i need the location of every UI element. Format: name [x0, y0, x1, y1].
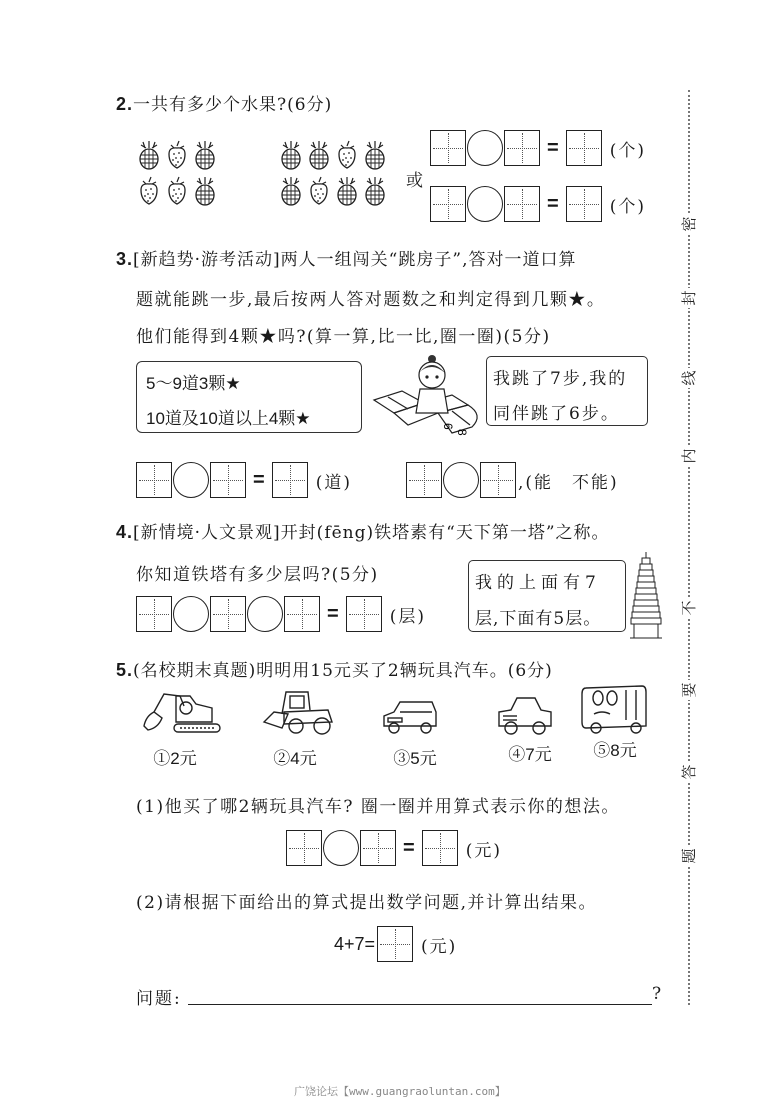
answer-box[interactable]	[286, 830, 322, 866]
question-number: 2.	[116, 94, 134, 114]
unit-label: (道)	[315, 472, 352, 493]
unit-label: (个)	[609, 140, 646, 161]
question-text: (名校期末真题)明明用15元买了2辆玩具汽车。(6分)	[133, 661, 553, 681]
pineapple-icon	[336, 176, 358, 206]
question-text: [新情境·人文景观]开封(fēng)铁塔素有“天下第一塔”之称。	[133, 523, 610, 543]
answer-box[interactable]	[377, 926, 413, 962]
pineapple-icon	[280, 140, 302, 170]
answer-box[interactable]	[136, 462, 172, 498]
operator-circle[interactable]	[173, 462, 209, 498]
comparison-row	[406, 462, 619, 498]
answer-box[interactable]	[422, 830, 458, 866]
answer-box[interactable]	[566, 186, 602, 222]
rule-line: 10道及10道以上4颗★	[146, 409, 311, 428]
question-mark: ?	[652, 984, 662, 1004]
seal-char: 封	[679, 288, 699, 308]
operator-circle[interactable]	[247, 596, 283, 632]
question-answer-line[interactable]	[188, 1004, 652, 1005]
seal-char: 密	[679, 214, 699, 234]
answer-box[interactable]	[360, 830, 396, 866]
seal-char: 要	[679, 680, 699, 700]
fruit-group-1	[138, 140, 222, 212]
question-4-line-2: 你知道铁塔有多少层吗?(5分)	[136, 565, 379, 585]
equation-floors	[136, 596, 426, 632]
pineapple-icon	[194, 140, 216, 170]
answer-box[interactable]	[272, 462, 308, 498]
speech-line: 层,下面有5层。	[475, 609, 602, 629]
pineapple-icon	[194, 176, 216, 206]
question-5-part-1: (1)他买了哪2辆玩具汽车? 圈一圈并用算式表示你的想法。	[136, 797, 620, 817]
equals-sign: =	[253, 468, 265, 491]
vehicle-car[interactable]	[380, 696, 470, 769]
bulldozer-icon	[260, 688, 340, 736]
question-number: 5.	[116, 660, 134, 680]
tower-speech-bubble	[468, 560, 626, 632]
strawberry-icon	[336, 140, 358, 170]
answer-box[interactable]	[430, 186, 466, 222]
answer-box[interactable]	[210, 596, 246, 632]
seal-char: 不	[679, 598, 699, 618]
speech-line: 我跳了7步,我的	[493, 369, 628, 389]
rules-box	[136, 361, 362, 433]
equals-sign: =	[403, 836, 415, 859]
strawberry-icon	[166, 176, 188, 206]
question-number: 3.	[116, 249, 134, 269]
bus-icon	[580, 682, 650, 736]
question-3-line-3: 他们能得到4颗★吗?(算一算,比一比,圈一圈)(5分)	[136, 327, 551, 347]
equation-sum-questions	[136, 462, 352, 498]
seal-char: 线	[679, 368, 699, 388]
vehicle-price: ②4元	[273, 749, 317, 768]
compare-circle[interactable]	[443, 462, 479, 498]
fruit-row	[138, 140, 222, 176]
question-4-line-1	[116, 518, 610, 543]
vehicle-list	[140, 688, 660, 772]
expression-text: 4+7=	[334, 933, 376, 954]
equals-sign: =	[327, 602, 339, 625]
rule-line: 5～9道3颗★	[146, 374, 241, 393]
equation-row-2	[430, 186, 646, 222]
footer-watermark: 广饶论坛【www.guangraoluntan.com】	[294, 1085, 506, 1098]
iron-pagoda-illustration	[628, 552, 664, 646]
vehicle-price: ①2元	[153, 749, 197, 768]
or-label: 或	[406, 171, 423, 191]
operator-circle[interactable]	[467, 186, 503, 222]
hopscotch-girl-illustration	[372, 355, 482, 449]
vehicle-jeep[interactable]	[495, 692, 585, 765]
equation-toy-cars	[286, 830, 502, 866]
answer-box[interactable]	[504, 130, 540, 166]
question-3-line-2: 题就能跳一步,最后按两人答对题数之和判定得到几颗★。	[136, 290, 606, 310]
answer-box[interactable]	[430, 130, 466, 166]
vehicle-bus[interactable]	[580, 682, 660, 761]
equation-4-plus-7	[334, 926, 457, 962]
strawberry-icon	[138, 176, 160, 206]
jeep-icon	[495, 692, 555, 736]
excavator-icon	[140, 688, 230, 736]
fruit-row	[280, 140, 392, 176]
operator-circle[interactable]	[467, 130, 503, 166]
pineapple-icon	[308, 140, 330, 170]
question-5-title	[116, 656, 553, 681]
vehicle-bulldozer[interactable]	[260, 688, 350, 769]
question-text: [新趋势·游考活动]两人一组闯关“跳房子”,答对一道口算	[133, 250, 577, 270]
question-label: 问题:	[136, 989, 182, 1009]
can-or-cannot-choice[interactable]: ,(能 不能)	[518, 472, 619, 493]
unit-label: (元)	[421, 936, 458, 957]
strawberry-icon	[166, 140, 188, 170]
unit-label: (层)	[389, 606, 426, 627]
question-3-line-1	[116, 245, 576, 270]
speech-line: 同伴跳了6步。	[493, 404, 620, 424]
answer-box[interactable]	[284, 596, 320, 632]
seal-char: 题	[679, 846, 699, 866]
seal-char: 内	[679, 446, 699, 466]
fruit-row	[280, 176, 392, 212]
pineapple-icon	[138, 140, 160, 170]
vehicle-price: ④7元	[508, 745, 552, 764]
pineapple-icon	[364, 176, 386, 206]
vehicle-price: ⑤8元	[593, 741, 637, 760]
fruit-group-2	[280, 140, 392, 212]
vehicle-price: ③5元	[393, 749, 437, 768]
question-2-title	[116, 90, 332, 115]
strawberry-icon	[308, 176, 330, 206]
answer-box[interactable]	[504, 186, 540, 222]
speech-bubble	[486, 356, 648, 426]
speech-line: 我的上面有7	[475, 573, 601, 593]
answer-box[interactable]	[210, 462, 246, 498]
answer-box[interactable]	[480, 462, 516, 498]
answer-box[interactable]	[136, 596, 172, 632]
unit-label: (个)	[609, 196, 646, 217]
question-5-part-2: (2)请根据下面给出的算式提出数学问题,并计算出结果。	[136, 893, 597, 913]
answer-box[interactable]	[346, 596, 382, 632]
answer-box[interactable]	[566, 130, 602, 166]
answer-box[interactable]	[406, 462, 442, 498]
operator-circle[interactable]	[323, 830, 359, 866]
question-text: 一共有多少个水果?(6分)	[133, 95, 333, 115]
equals-sign: =	[547, 136, 559, 159]
unit-label: (元)	[465, 840, 502, 861]
equation-row-1	[430, 130, 646, 166]
svg-text:8: 8	[455, 429, 469, 436]
operator-circle[interactable]	[173, 596, 209, 632]
fruit-row	[138, 176, 222, 212]
pineapple-icon	[364, 140, 386, 170]
svg-text:6: 6	[441, 423, 455, 430]
pineapple-icon	[280, 176, 302, 206]
car-icon	[380, 696, 440, 736]
question-number: 4.	[116, 522, 134, 542]
vehicle-excavator[interactable]	[140, 688, 230, 769]
seal-char: 答	[679, 762, 699, 782]
equals-sign: =	[547, 192, 559, 215]
